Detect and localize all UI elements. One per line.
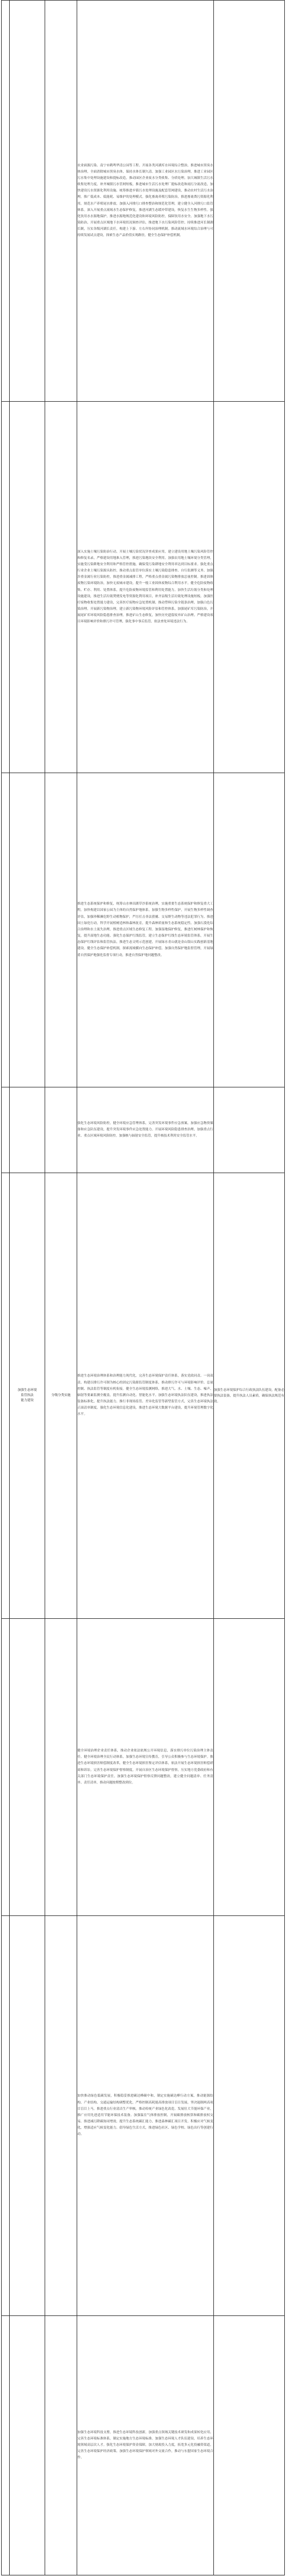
implementation-mode-cell [45,1087,77,1173]
task-content-text: 推进生态系统保护和修复，统筹山水林田湖草沙系统治理，实施重要生态系统保护和修复重大工程，加快构建以国家公园为主体的自然保护地体系。加强生物多样性保护，开展生物多样性调查评估，加强珍稀濒危野生动植物保护，严厉打击非法猎捕、交易野生动物等违法犯罪行为。推进国土绿化行动，科学开展植树造林和森林抚育，提升森林质量和生态系统稳定性。加强石漠化综合治理和水土流失治理，推进重点区域生态修复工程。加强湿地保护修复，推进红树林保护和恢复，提升湿地生态功能。强化生态保护红线监管，建立生态保护红线生态环境监管体系，开展生态保护红线评估和监管执法。推进生态文明示范创建，开展绿水青山就是金山银山实践创新基地建设。健全生态保护补偿机制，探索流域横向生态保护补偿。加强自然保护地监督管理，开展绿盾自然保护地强化监督专项行动，推进自然保护地问题整改。 [77,902,213,957]
task-note-text: 加强生态环境保护综合行政执法队伍建设，配备必要执法装备，提升执法人员素质，确保执法规范有效。 [213,1388,284,1403]
task-content-text: 推进生态环境治理体系和治理能力现代化，完善生态环境保护责任体系，落实党政同责、一岗双责。构建以排污许可制为核心的固定污染源监管制度体系，推动排污许可与环境影响评价、总量控制、执法监管等制度有机衔接。健全生态环境监测网络，推进大气、水、土壤、生态、噪声、辐射等要素监测全覆盖，提升监测自动化、智能化水平。加强生态环境执法队伍建设，推进执法装备标准化，提升执法能力。推行非现场监管、差异化监管等新型监管方式，完善生态环境执法正面清单制度。强化生态环境信息化建设，推进生态环境大数据平台建设，提升环境管理数字化水平。 [77,1374,213,1417]
row-number-cell [2,1173,10,1619]
table-row [2,402,285,773]
task-content-cell [77,1619,213,1916]
task-note-cell [213,1916,284,2316]
table-row [2,2316,285,2575]
task-name-cell [10,2316,45,2575]
table-row [2,1,285,402]
table-row [2,1619,285,1916]
row-number-cell [2,1087,10,1173]
row-number-cell [2,402,10,773]
row-number-cell [2,1,10,402]
task-content-text: 加强生态环境科技支撑，推进生态环境科技创新，加强重点领域关键技术研发和成果转化应用。完善生态环境标准体系，制定实施地方生态环境标准。加强生态环境人才队伍建设，培养生态环境领域高层次人才。强化生态环境保护资金保障，加大财政投入力度，拓宽多元化投融资渠道，完善生态环境保护经济政策。加强生态环境保护领域对外交流合作，推动与东盟国家生态环境合作。 [77,2430,213,2460]
implementation-mode-cell [45,1916,77,2316]
task-note-cell [213,773,284,1087]
task-note-cell [213,1173,284,1619]
task-content-cell [77,1087,213,1173]
table-row [2,1173,285,1619]
task-content-cell [77,402,213,773]
task-content-cell [77,1173,213,1619]
task-content-text: 深入实施土壤污染防治行动，开展土壤污染状况详查成果应用，建立建设用地土壤污染风险管控和修复名录，严格建设用地准入管理，推进污染地块安全利用。加强农用地土壤环境分类管理，实施受污染耕地安全利用和严格管控措施，确保受污染耕地安全利用率达到目标要求。强化重点行业企业土壤污染源头防控，推动重点监管单位落实土壤污染隐患排查、自行监测等义务。加强涉重金属行业污染防控，推进重金属减排工程，严格重点重金属污染物排放总量控制。推进固体废物污染环境防治，加快无废城市建设，提升一般工业固体废物综合利用水平。健全危险废物收集、贮存、利用、处置体系，提升危险废物环境监管和利用处置能力。加快生活垃圾分类和处理设施建设，推进生活垃圾焚烧发电等资源化利用项目，补齐县级生活垃圾处理设施短板。加强医疗废物收集处置能力建设，完善医疗废物应急处置机制。推动塑料污染全链条治理，加强白色污染治理。开展新污染物治理，建立新污染物环境风险评估和管控体系。加强尾矿库污染防治，开展尾矿库环境风险隐患排查治理。推进矿山生态修复，加快历史遗留废弃矿山治理。严格建设项目环境影响评价和排污许可管理，强化事中事后监管，依法查处环境违法行为。 [77,550,213,624]
task-content-cell [77,1916,213,2316]
row-number-cell [2,773,10,1087]
implementation-mode-cell [45,1619,77,1916]
implementation-mode-cell: 分级分类实施 [45,1173,77,1619]
task-content-cell [77,2316,213,2575]
task-note-cell [213,2316,284,2575]
task-content-text: 加快推动绿色低碳发展，积极稳妥推进碳达峰碳中和，制定实施碳达峰行动方案，推动能源结构、产业结构、交通运输结构调整优化。严格控制高耗能高排放项目盲目发展，坚决遏制两高项目盲目上马。推进重点行业清洁生产审核，推动传统产业绿色化改造。发展壮大节能环保产业，推广应用先进适用节能环保技术装备。加强温室气体排放控制，开展碳排放核算和碳排放权交易，推进减污降碳协同增效。提升生态系统碳汇能力，推进森林碳汇项目开发。积极应对气候变化，增强适应气候变化能力。倡导绿色生活方式，推进绿色社区、绿色学校、绿色出行等创建行动。 [77,2094,213,2137]
task-name-cell [10,1619,45,1916]
task-name-cell [10,1,45,402]
task-content-text: 强化生态环境风险防控，健全环境应急管理体系，完善突发环境事件应急预案，加强应急物资储备和应急队伍建设，提升突发环境事件应急处置能力。开展环境风险隐患排查治理，加强重点行业、重点区域环境风险防控。加强核与辐射安全监管，提升核技术利用安全监管水平。 [77,1121,213,1138]
implementation-mode-cell [45,2316,77,2575]
task-name-cell: 加强生态环境 监管执法 能力建设 [10,1173,45,1619]
task-note-cell [213,402,284,773]
implementation-mode-cell [45,402,77,773]
task-content-cell [77,1,213,402]
row-number-cell [2,1916,10,2316]
task-name-cell [10,1916,45,2316]
task-content-text: 健全环境治理企业责任体系，推动企业依法依规公开环境信息，落实排污单位污染治理主体责任。健全环境治理全民行动体系，加强生态环境宣传教育，引导公众积极参与生态环境保护。推进生态环境损害赔偿制度改革，健全生态环境损害鉴定评估体系，依法开展生态环境损害赔偿磋商和诉讼。完善生态环境保护督察制度，开展自治区生态环境保护督察，压实地方党委政府和有关部门生态环境保护责任。加强生态环境保护督察反馈问题整改，建立健全问题清单、任务清单、责任清单，推动问题按期整改到位。 [77,1749,213,1785]
table-row [2,1916,285,2316]
task-note-cell [213,1,284,402]
task-content-cell [77,773,213,1087]
implementation-mode-cell [45,773,77,1087]
task-name-cell [10,773,45,1087]
row-number-cell [2,2316,10,2575]
task-table [1,0,285,2575]
table-row [2,773,285,1087]
table-row [2,1087,285,1173]
row-number-cell [2,1619,10,1916]
task-content-text: 农业面源污染、南宁市鹤鸣华清公园等工程。开展各类河湖库水环境综合整治，推进城市黑臭水体治理，全面消除城市黑臭水体，保持水体长制久清。加强工业园区水污染治理，推进工业园区污水集中处理设施建设和提标改造，推动园区企业废水分类收集、分质处理。加大城镇生活污水收集处理力度，补齐城镇污水管网短板，推进城市生活污水处理厂提标改造和雨污分流改造，加快建设污水资源化利用设施。统筹推进乡镇污水处理设施及配套管网建设，推动农村生活污水治理，推广低成本、低能耗、易维护的处理模式。强化畜禽养殖污染防治，推进畜禽粪污资源化利用，规范水产养殖尾水排放。加强入河排污口排查整治和规范化管理，建立健全入河排污口监管体系。深入开展重点流域水生态保护修复，推进河湖生态缓冲带建设，恢复水生生物多样性。强化饮用水水源地保护，推进水源地规范化建设和环境风险防控，保障饮用水安全。加强地下水污染防治，开展重点区域地下水环境状况调查评估，推进地下水污染风险管控。持续推进河长制湖长制，压实各级河湖长责任，构建上下游、左右岸协同治理机制。推动流域水环境综合治理与可持续发展试点建设，探索生态产品价值实现路径，健全生态保护补偿机制。 [77,163,213,238]
document-page [1,0,285,2576]
task-name-cell [10,402,45,773]
implementation-mode-cell [45,1,77,402]
task-note-cell [213,1619,284,1916]
task-name-cell [10,1087,45,1173]
task-note-cell [213,1087,284,1173]
